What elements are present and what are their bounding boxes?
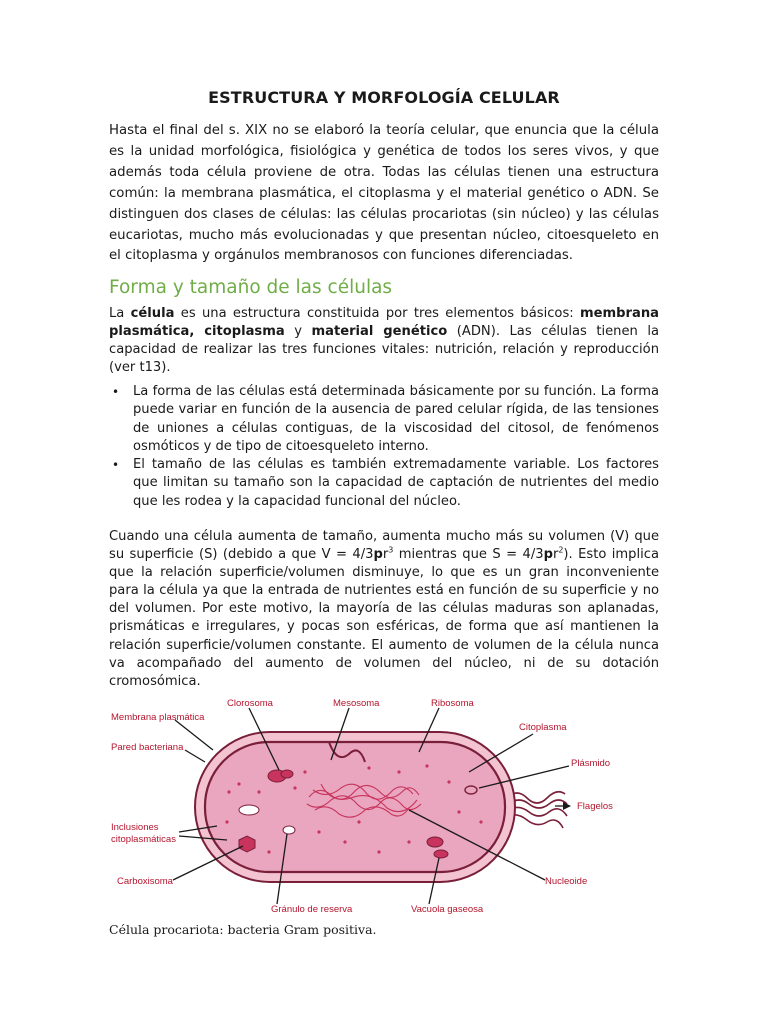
label-pared: Pared bacteriana [111, 742, 184, 753]
bacteria-diagram [109, 692, 625, 920]
label-vacuola: Vacuola gaseosa [411, 904, 484, 915]
list-item [109, 383, 659, 456]
list-item [109, 456, 659, 511]
label-granulo: Gránulo de reserva [271, 904, 353, 915]
text-run: r [382, 547, 389, 563]
label-carboxisoma: Carboxisoma [117, 876, 173, 887]
label-clorosoma: Clorosoma [227, 698, 273, 709]
text-run: r [552, 547, 559, 563]
carboxysome-shape [239, 836, 255, 852]
text-run: La [109, 306, 131, 321]
superscript: 3 [388, 545, 394, 555]
label-flagelos: Flagelos [577, 801, 613, 812]
text-run: y [284, 323, 312, 339]
superscript: 2 [558, 545, 564, 555]
bullet-text: El tamaño de las células es también extremadamente variable. Los factores que limitan su tamaño son la capacidad de captación de nutrientes del medio que les rodea y la capacidad funcional del núcleo. [133, 457, 659, 509]
bullet-list [109, 383, 659, 511]
label-inclusiones-2: citoplasmáticas [111, 834, 176, 845]
label-plasmido: Plásmido [571, 758, 611, 769]
label-ribosoma: Ribosoma [431, 698, 474, 709]
text-run: Cuando una célula aumenta de tamaño, aumenta mucho más su volumen (V) que su superficie (S) (debido a que V = 4/3 [109, 529, 659, 563]
gas-vacuole-shape [427, 837, 443, 847]
bold-term-celula: célula [130, 306, 175, 321]
reserve-granule-shape [283, 826, 295, 834]
label-citoplasma: Citoplasma [519, 722, 567, 733]
bold-symbol: p [543, 547, 553, 563]
label-mesosoma: Mesosoma [333, 698, 380, 709]
reserve-granule-shape [239, 805, 259, 815]
bullet-text: La forma de las células está determinada básicamente por su función. La forma puede variar en función de la ausencia de pared celular rígida, de las tensiones de uniones a células contiguas, de la viscosidad del citosol, de fenómenos osmóticos y de tipo de citoesqueleto interno. [133, 384, 659, 454]
prokaryotic-cell-figure [109, 692, 625, 920]
text-run: es una estructura constituida por tres elementos básicos: [174, 306, 581, 321]
text-run: mientras que S = 4/3 [393, 547, 544, 563]
gas-vacuole-shape [434, 850, 448, 858]
section-heading: Forma y tamaño de las células [109, 277, 393, 298]
chlorosome-shape [281, 770, 293, 778]
bold-symbol: p [373, 547, 383, 563]
bullet-icon: • [112, 385, 120, 399]
page-title: ESTRUCTURA Y MORFOLOGÍA CELULAR [208, 88, 560, 107]
label-inclusiones-1: Inclusiones [111, 822, 159, 833]
figure-caption: Célula procariota: bacteria Gram positiva. [109, 922, 377, 937]
bold-term-material-genetico: material genético [311, 323, 448, 339]
text-run: ). Esto implica que la relación superficie/volumen disminuye, lo que es un gran inconveniente para la célula ya que la entrada de nutrientes está en función de su superficie y no del volumen. Por este motivo, la mayoría de las células maduras son aplanadas, prismáticas e irregulares, y pocas son esféricas, de forma que así mantienen la relación superficie/volumen constante. El aumento de volumen de la célula nunca va acompañado del aumento de volumen del núcleo, ni de su dotación cromosómica. [109, 547, 659, 689]
bullet-icon: • [112, 458, 120, 473]
label-nucleoide: Nucleoide [545, 876, 588, 887]
label-membrana: Membrana plasmática [111, 712, 205, 723]
volume-paragraph [109, 528, 659, 691]
flagella-group [507, 792, 567, 828]
text-run: (ADN). Las células tienen la capacidad de realizar las tres funciones vitales: nutrición, relación y reproducción (ver t13). [109, 323, 660, 375]
intro-paragraph: Hasta el final del s. XIX no se elaboró la teoría celular, que enuncia que la célula es la unidad morfológica, fisiológica y genética de todos los seres vivos, y que además toda célula proviene de otra. Todas las células tienen una estructura común: la membrana plasmática, el citoplasma y el material genético o ADN. Se distinguen dos clases de células: las células procariotas (sin núcleo) y las células eucariotas, mucho más evolucionadas y que presentan núcleo, citoesqueleto en el citoplasma y orgánulos membranosos con funciones diferenciadas. [109, 123, 659, 264]
cell-definition-paragraph [109, 305, 659, 377]
bold-term-membrana-citoplasma: membrana plasmática, citoplasma [109, 306, 660, 339]
